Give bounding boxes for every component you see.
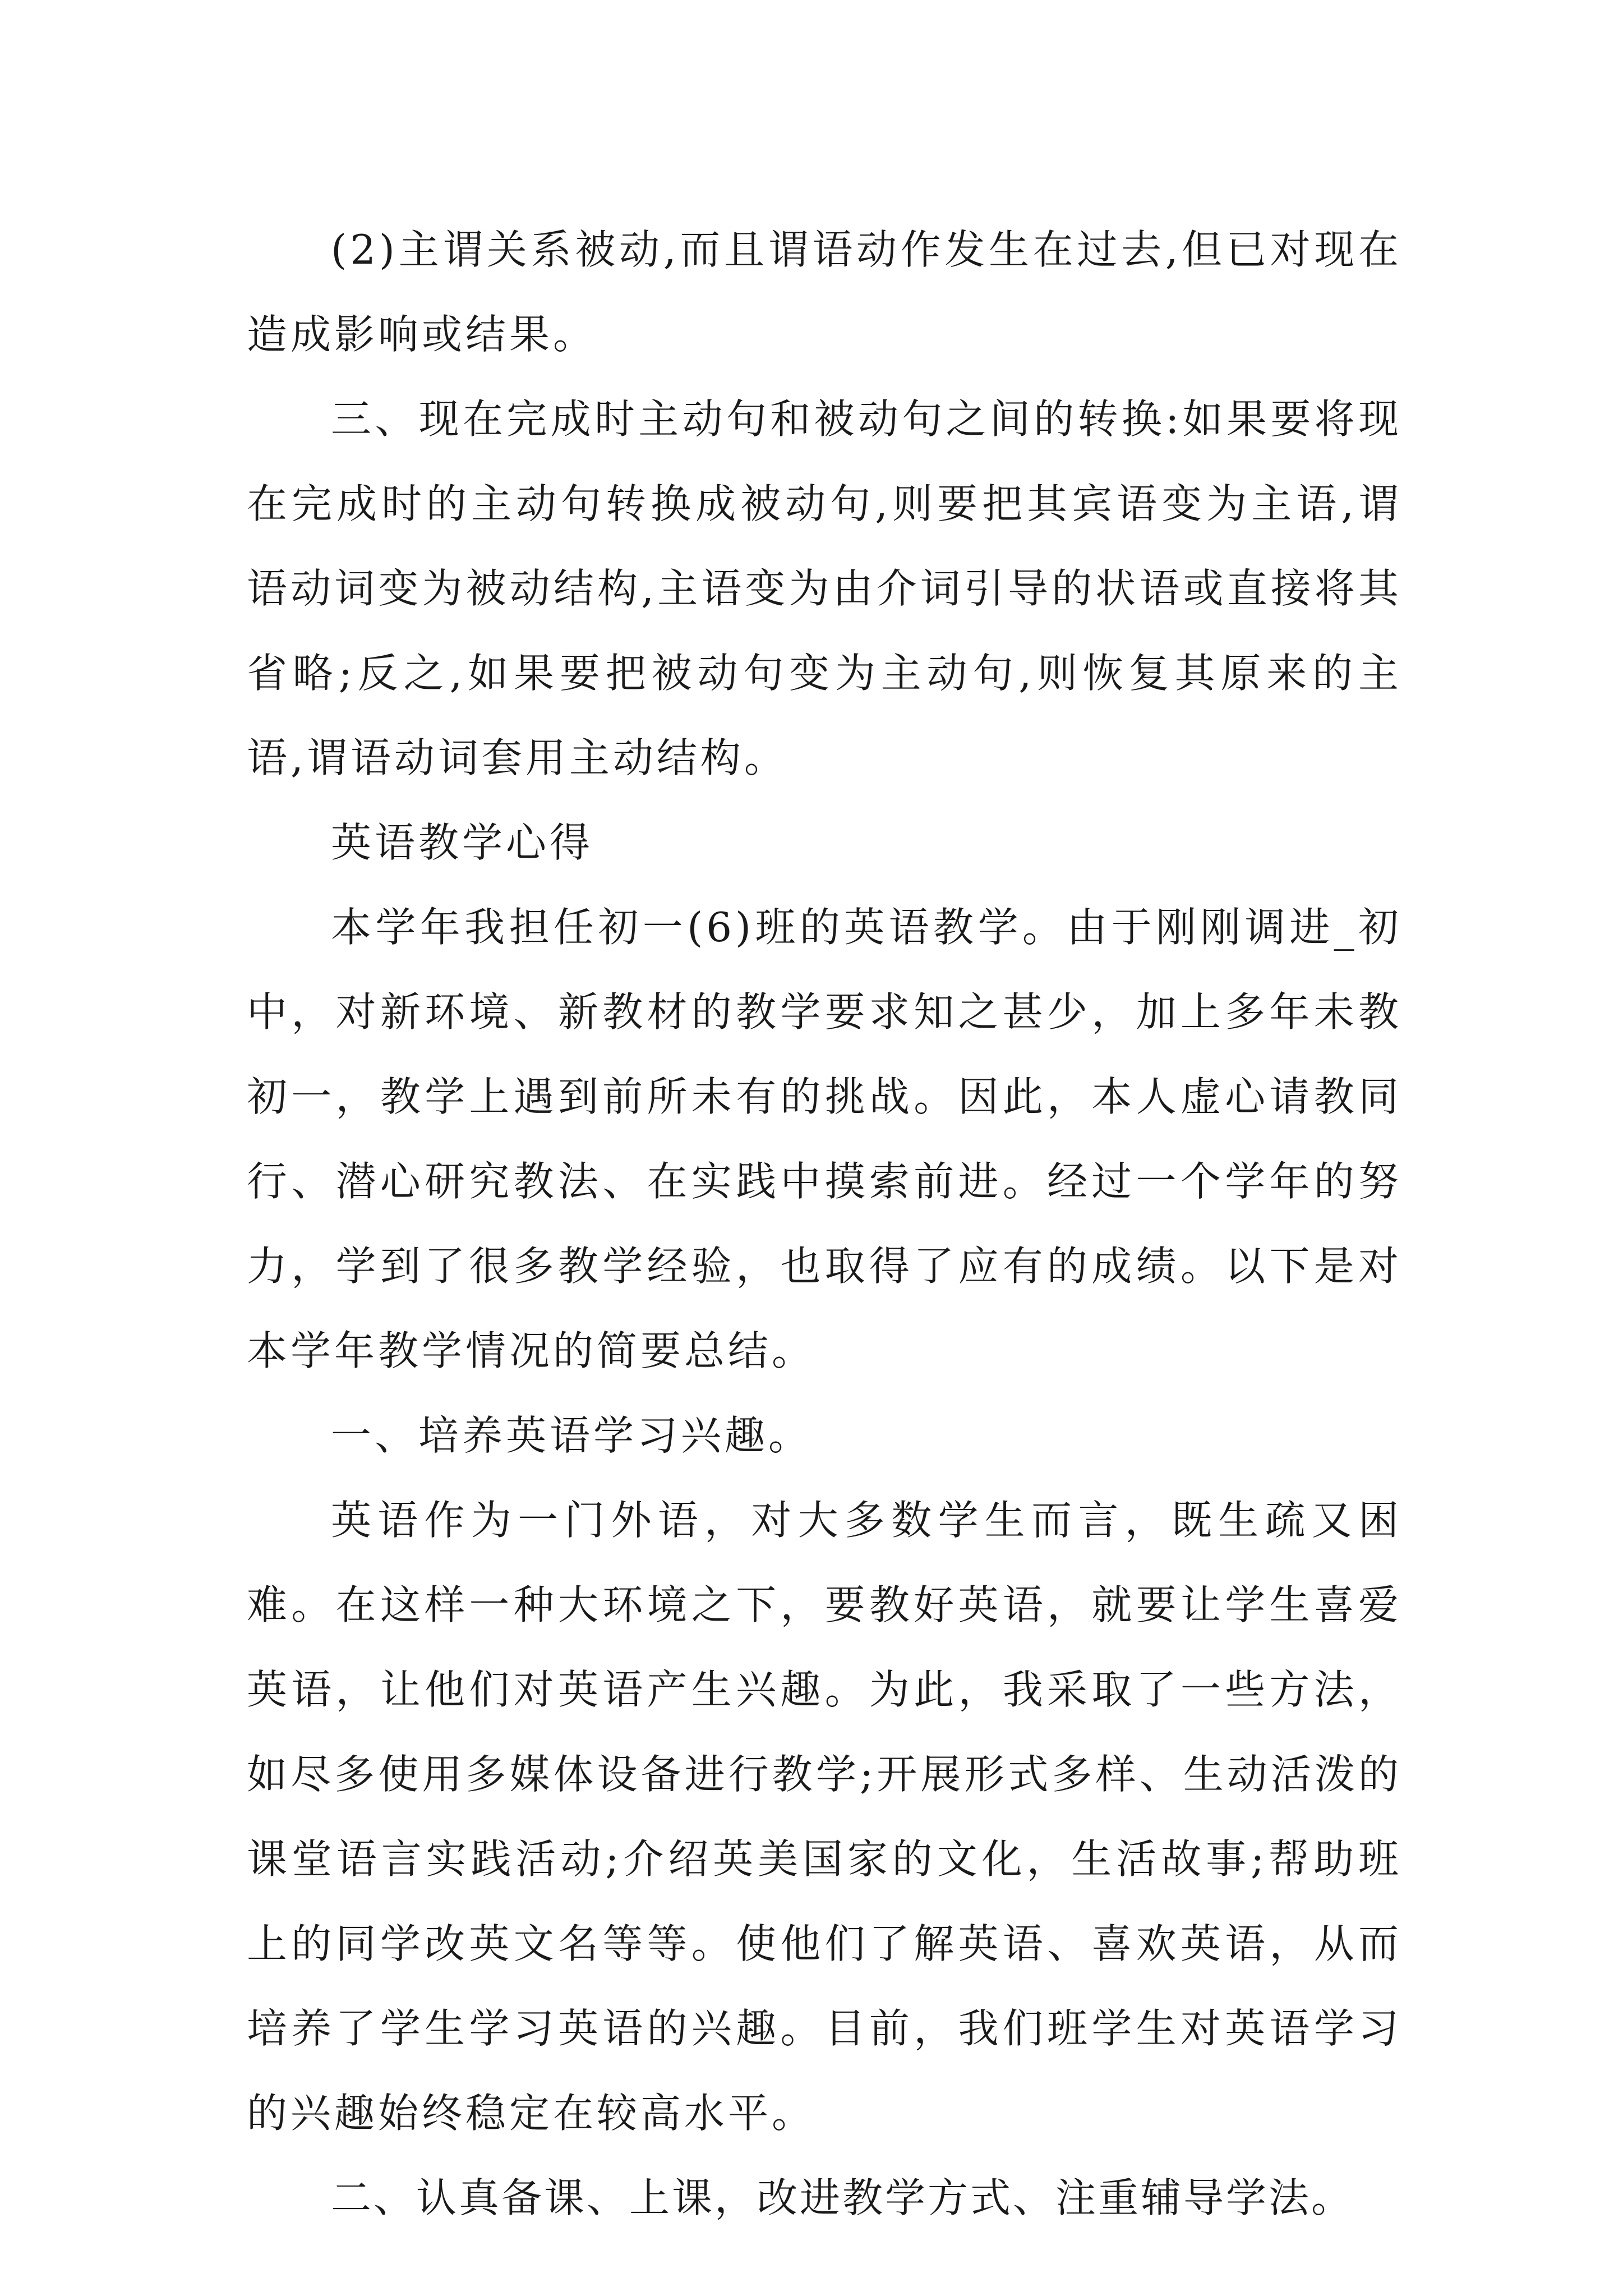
paragraph-passive-past: (2)主谓关系被动,而且谓语动作发生在过去,但已对现在造成影响或结果。 xyxy=(247,226,1402,358)
document-body xyxy=(247,208,1402,2240)
heading-lesson-preparation: 二、认真备课、上课，改进教学方式、注重辅导学法。 xyxy=(331,2174,1354,2221)
paragraph-interest-methods: 英语作为一门外语，对大多数学生而言，既生疏又困难。在这样一种大环境之下，要教好英语，就要让学生喜爱英语，让他们对英语产生兴趣。为此，我采取了一些方法，如尽多使用多媒体设备进行教学;开展形式多样、生动活泼的课堂语言实践活动;介绍英美国家的文化，生活故事;帮助班上的同学改英文名等等。使他们了解英语、喜欢英语，从而培养了学生学习英语的兴趣。目前，我们班学生对英语学习的兴趣始终稳定在较高水平。 xyxy=(247,1497,1402,2137)
section-heading-teaching-reflection: 英语教学心得 xyxy=(331,819,594,866)
paragraph-voice-conversion: 三、现在完成时主动句和被动句之间的转换:如果要将现在完成时的主动句转换成被动句,则要把其宾语变为主语,谓语动词变为被动结构,主语变为由介词引导的状语或直接将其省略;反之,如果要把被动句变为主动句,则恢复其原来的主语,谓语动词套用主动结构。 xyxy=(247,395,1402,781)
heading-cultivate-interest: 一、培养英语学习兴趣。 xyxy=(331,1412,813,1459)
paragraph-year-summary: 本学年我担任初一(6)班的英语教学。由于刚刚调进_初中，对新环境、新教材的教学要求知之甚少，加上多年未教初一，教学上遇到前所未有的挑战。因此，本人虚心请教同行、潜心研究教法、在实践中摸索前进。经过一个学年的努力，学到了很多教学经验，也取得了应有的成绩。以下是对本学年教学情况的简要总结。 xyxy=(247,904,1402,1374)
